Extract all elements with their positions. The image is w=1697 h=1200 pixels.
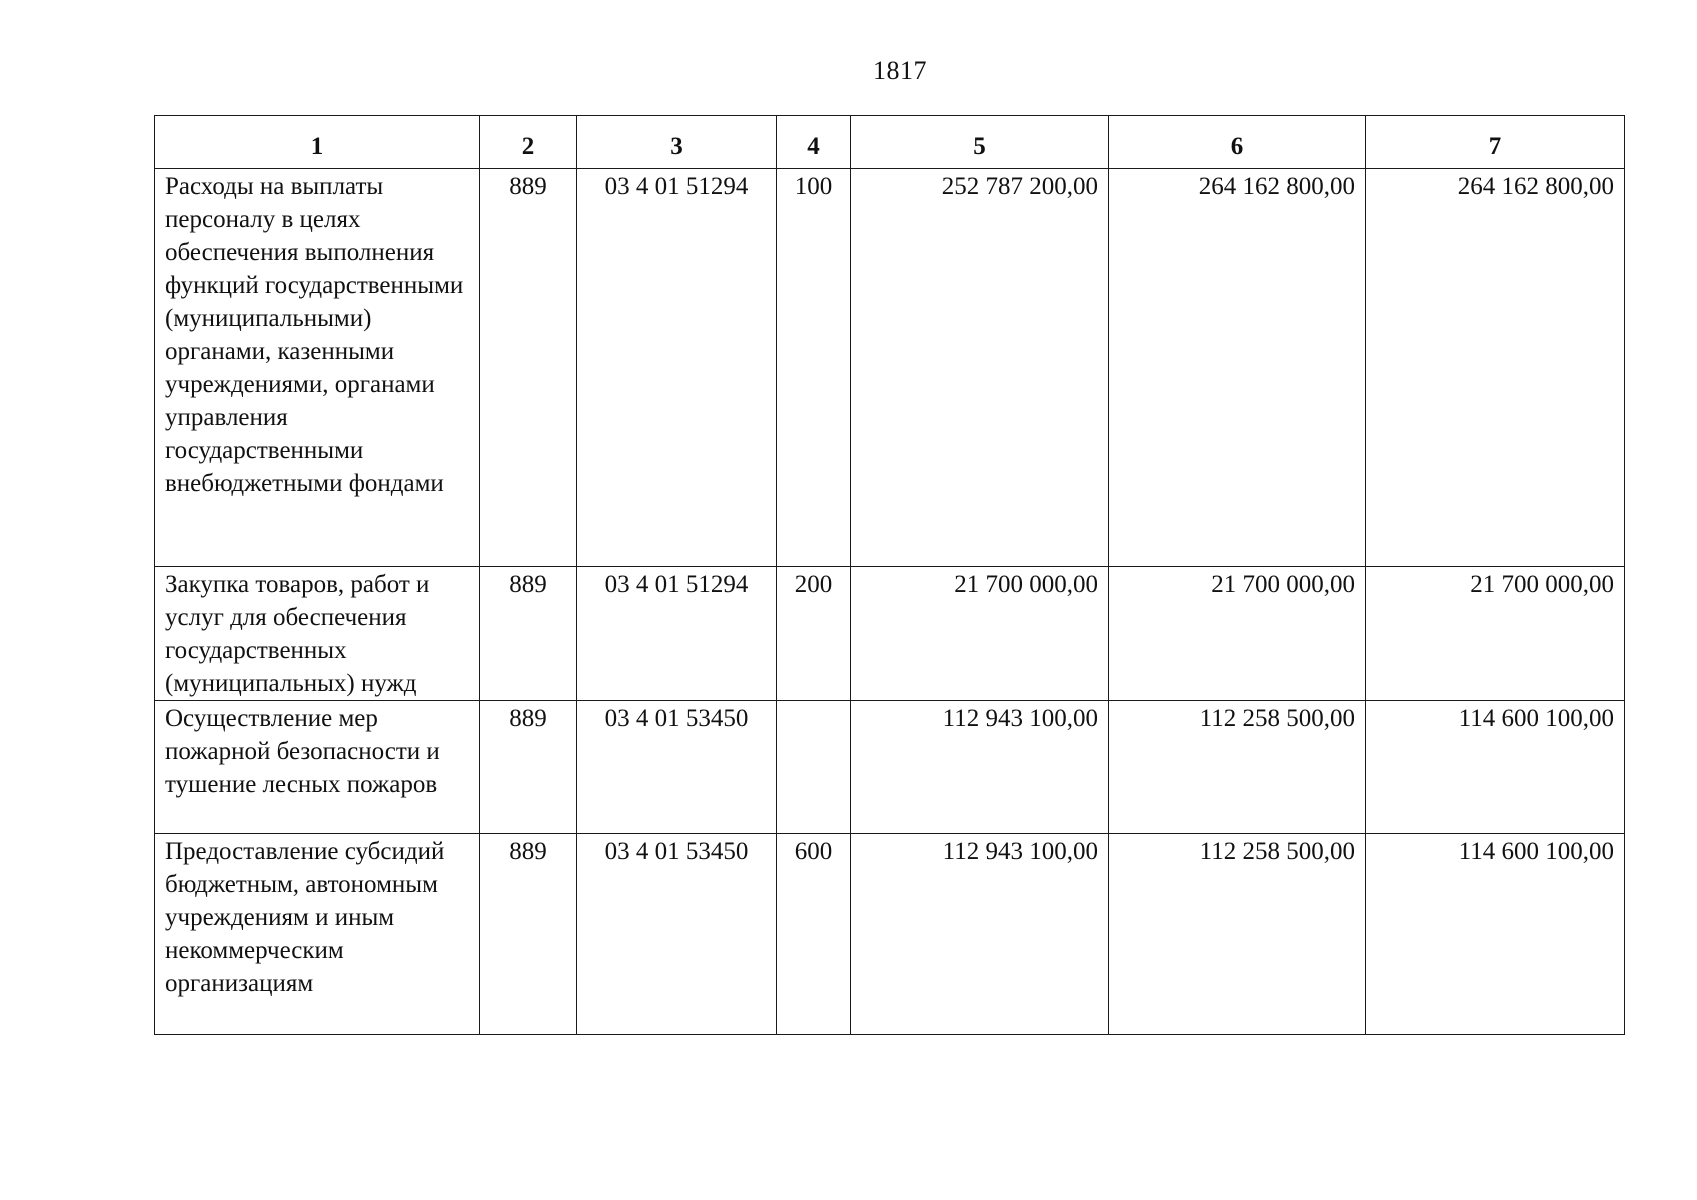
column-header: 3 [577, 116, 777, 169]
expense-name-cell: Осуществление мер пожарной безопасности и тушение лесных пожаров [155, 701, 480, 834]
amount-cell: 112 943 100,00 [851, 834, 1109, 1035]
page-number: 1817 [873, 56, 927, 85]
amount-cell: 21 700 000,00 [1366, 567, 1625, 701]
column-header: 5 [851, 116, 1109, 169]
expense-type-cell: 100 [777, 169, 851, 567]
code-cell: 889 [480, 169, 577, 567]
expense-type-cell: 600 [777, 834, 851, 1035]
budget-table [154, 115, 1625, 1035]
amount-cell: 112 258 500,00 [1109, 701, 1366, 834]
code-cell: 889 [480, 834, 577, 1035]
column-header: 4 [777, 116, 851, 169]
expense-name-cell: Предоставление субсидий бюджетным, автономным учреждениям и иным некоммерческим организациям [155, 834, 480, 1035]
amount-cell: 21 700 000,00 [851, 567, 1109, 701]
column-header: 2 [480, 116, 577, 169]
column-header: 6 [1109, 116, 1366, 169]
table-row [155, 834, 1625, 1035]
expense-type-cell: 200 [777, 567, 851, 701]
amount-cell: 112 943 100,00 [851, 701, 1109, 834]
table-row [155, 169, 1625, 567]
amount-cell: 114 600 100,00 [1366, 701, 1625, 834]
amount-cell: 252 787 200,00 [851, 169, 1109, 567]
target-article-cell: 03 4 01 53450 [577, 701, 777, 834]
target-article-cell: 03 4 01 51294 [577, 567, 777, 701]
table-row [155, 701, 1625, 834]
code-cell: 889 [480, 701, 577, 834]
amount-cell: 264 162 800,00 [1366, 169, 1625, 567]
code-cell: 889 [480, 567, 577, 701]
expense-name-cell: Расходы на выплаты персоналу в целях обеспечения выполнения функций государственными (муниципальными) органами, казенными учреждениями, органами управления государственными внебюджетными фондами [155, 169, 480, 567]
column-header: 7 [1366, 116, 1625, 169]
table-row [155, 567, 1625, 701]
amount-cell: 114 600 100,00 [1366, 834, 1625, 1035]
column-header: 1 [155, 116, 480, 169]
header-row [155, 116, 1625, 169]
amount-cell: 264 162 800,00 [1109, 169, 1366, 567]
amount-cell: 112 258 500,00 [1109, 834, 1366, 1035]
amount-cell: 21 700 000,00 [1109, 567, 1366, 701]
expense-name-cell: Закупка товаров, работ и услуг для обеспечения государственных (муниципальных) нужд [155, 567, 480, 701]
target-article-cell: 03 4 01 51294 [577, 169, 777, 567]
target-article-cell: 03 4 01 53450 [577, 834, 777, 1035]
expense-type-cell [777, 701, 851, 834]
